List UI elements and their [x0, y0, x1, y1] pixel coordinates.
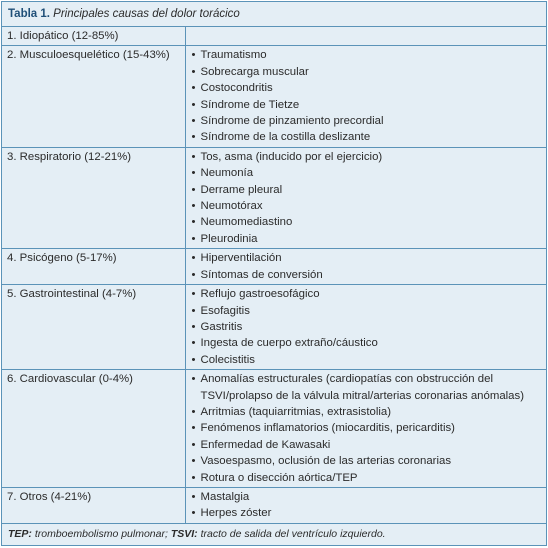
list-item: [191, 453, 543, 469]
list-item: [191, 505, 543, 521]
list-item-text: Síntomas de conversión: [200, 268, 323, 281]
list-item-text: Arritmias (taquiarritmias, extrasistolia): [200, 405, 392, 418]
bullet-icon: •: [191, 167, 196, 180]
footnote-abbreviation: TSVI:: [170, 527, 198, 540]
list-item-text: Gastritis: [200, 320, 243, 333]
list-item: [191, 319, 543, 335]
list-item-text: Síndrome de la costilla deslizante: [200, 131, 371, 144]
list-item-text: Derrame pleural: [200, 183, 283, 196]
list-item: [191, 420, 543, 436]
list-item-text: Pleurodinia: [200, 232, 258, 245]
list-item: [191, 165, 543, 181]
category-cell: 1. Idiopático (12-85%): [2, 27, 185, 46]
bullet-icon: •: [191, 216, 196, 229]
bullet-icon: •: [191, 471, 196, 484]
list-item: [191, 303, 543, 319]
list-item-text: Esofagitis: [200, 304, 250, 317]
list-item-text: Tos, asma (inducido por el ejercicio): [200, 150, 383, 163]
bullet-icon: •: [191, 304, 196, 317]
list-item-text: Rotura o disección aórtica/TEP: [200, 471, 358, 484]
causes-cell: [185, 27, 546, 46]
list-item: [191, 404, 543, 420]
bullet-icon: •: [191, 131, 196, 144]
list-item-text: Mastalgia: [200, 490, 250, 503]
list-item: [191, 80, 543, 96]
category-cell: 6. Cardiovascular (0-4%): [2, 370, 185, 488]
bullet-icon: •: [191, 455, 196, 468]
table-row: [2, 487, 546, 523]
causes-list: [191, 250, 543, 283]
list-item: [191, 335, 543, 351]
list-item-text: Colecistitis: [200, 353, 255, 366]
bullet-icon: •: [191, 337, 196, 350]
bullet-icon: •: [191, 82, 196, 95]
bullet-icon: •: [191, 150, 196, 163]
category-cell: 5. Gastrointestinal (4-7%): [2, 285, 185, 370]
causes-table: [2, 27, 546, 524]
list-item-text: Hiperventilación: [200, 252, 282, 265]
list-item-text: Ingesta de cuerpo extraño/cáustico: [200, 337, 378, 350]
bullet-icon: •: [191, 183, 196, 196]
bullet-icon: •: [191, 232, 196, 245]
bullet-icon: •: [191, 200, 196, 213]
list-item: [191, 489, 543, 505]
bullet-icon: •: [191, 65, 196, 78]
list-item: [191, 214, 543, 230]
causes-list: [191, 489, 543, 522]
causes-list: [191, 149, 543, 247]
category-cell: 7. Otros (4-21%): [2, 487, 185, 523]
list-item-text: Vasoespasmo, oclusión de las arterias coronarias: [200, 455, 452, 468]
footnote-definition: tromboembolismo pulmonar;: [31, 527, 171, 540]
list-item: [191, 250, 543, 266]
bullet-icon: •: [191, 422, 196, 435]
table-title: [2, 2, 546, 27]
list-item-text: Fenómenos inflamatorios (miocarditis, pericarditis): [200, 422, 455, 435]
bullet-icon: •: [191, 438, 196, 451]
list-item-text: Anomalías estructurales (cardiopatías con obstrucción del TSVI/prolapso de la válvula mitral/arterias coronarias anómalas): [200, 373, 525, 402]
bullet-icon: •: [191, 405, 196, 418]
causes-cell: [185, 249, 546, 285]
list-item: [191, 470, 543, 486]
bullet-icon: •: [191, 98, 196, 111]
causes-table-body: [2, 27, 546, 523]
list-item: [191, 129, 543, 145]
list-item: [191, 198, 543, 214]
causes-cell: [185, 487, 546, 523]
list-item: [191, 97, 543, 113]
footnote-abbreviation: TEP:: [8, 527, 32, 540]
category-cell: 3. Respiratorio (12-21%): [2, 147, 185, 248]
category-cell: 2. Musculoesquelético (15-43%): [2, 46, 185, 147]
list-item-text: Enfermedad de Kawasaki: [200, 438, 331, 451]
list-item-text: Neumomediastino: [200, 216, 293, 229]
footnote-definition: tracto de salida del ventrículo izquierdo.: [197, 527, 386, 540]
list-item-text: Reflujo gastroesofágico: [200, 288, 320, 301]
table-title-label: Tabla 1.: [8, 8, 50, 20]
list-item: [191, 437, 543, 453]
causes-list: [191, 286, 543, 368]
table-row: [2, 147, 546, 248]
bullet-icon: •: [191, 320, 196, 333]
list-item: [191, 113, 543, 129]
causes-cell: [185, 285, 546, 370]
causes-list: [191, 371, 543, 486]
list-item-text: Neumonía: [200, 167, 254, 180]
bullet-icon: •: [191, 115, 196, 128]
list-item: [191, 149, 543, 165]
table-row: [2, 249, 546, 285]
list-item: [191, 231, 543, 247]
bullet-icon: •: [191, 490, 196, 503]
bullet-icon: •: [191, 507, 196, 520]
table-row: [2, 370, 546, 488]
table-frame: [1, 1, 547, 546]
bullet-icon: •: [191, 49, 196, 62]
table-title-text: Principales causas del dolor torácico: [53, 8, 240, 20]
list-item-text: Costocondritis: [200, 82, 273, 95]
list-item: [191, 182, 543, 198]
causes-cell: [185, 370, 546, 488]
list-item-text: Traumatismo: [200, 49, 267, 62]
causes-cell: [185, 147, 546, 248]
category-cell: 4. Psicógeno (5-17%): [2, 249, 185, 285]
causes-cell: [185, 46, 546, 147]
table-row: [2, 27, 546, 46]
list-item: [191, 267, 543, 283]
bullet-icon: •: [191, 353, 196, 366]
bullet-icon: •: [191, 373, 196, 386]
list-item-text: Neumotórax: [200, 200, 263, 213]
table-footnote: [2, 524, 546, 542]
bullet-icon: •: [191, 288, 196, 301]
list-item-text: Sobrecarga muscular: [200, 65, 309, 78]
bullet-icon: •: [191, 268, 196, 281]
list-item-text: Herpes zóster: [200, 507, 272, 520]
list-item-text: Síndrome de pinzamiento precordial: [200, 115, 384, 128]
bullet-icon: •: [191, 252, 196, 265]
list-item: [191, 352, 543, 368]
list-item: [191, 286, 543, 302]
table-row: [2, 46, 546, 147]
list-item: [191, 47, 543, 63]
list-item: [191, 371, 543, 404]
table-row: [2, 285, 546, 370]
list-item-text: Síndrome de Tietze: [200, 98, 300, 111]
causes-list: [191, 47, 543, 145]
list-item: [191, 64, 543, 80]
